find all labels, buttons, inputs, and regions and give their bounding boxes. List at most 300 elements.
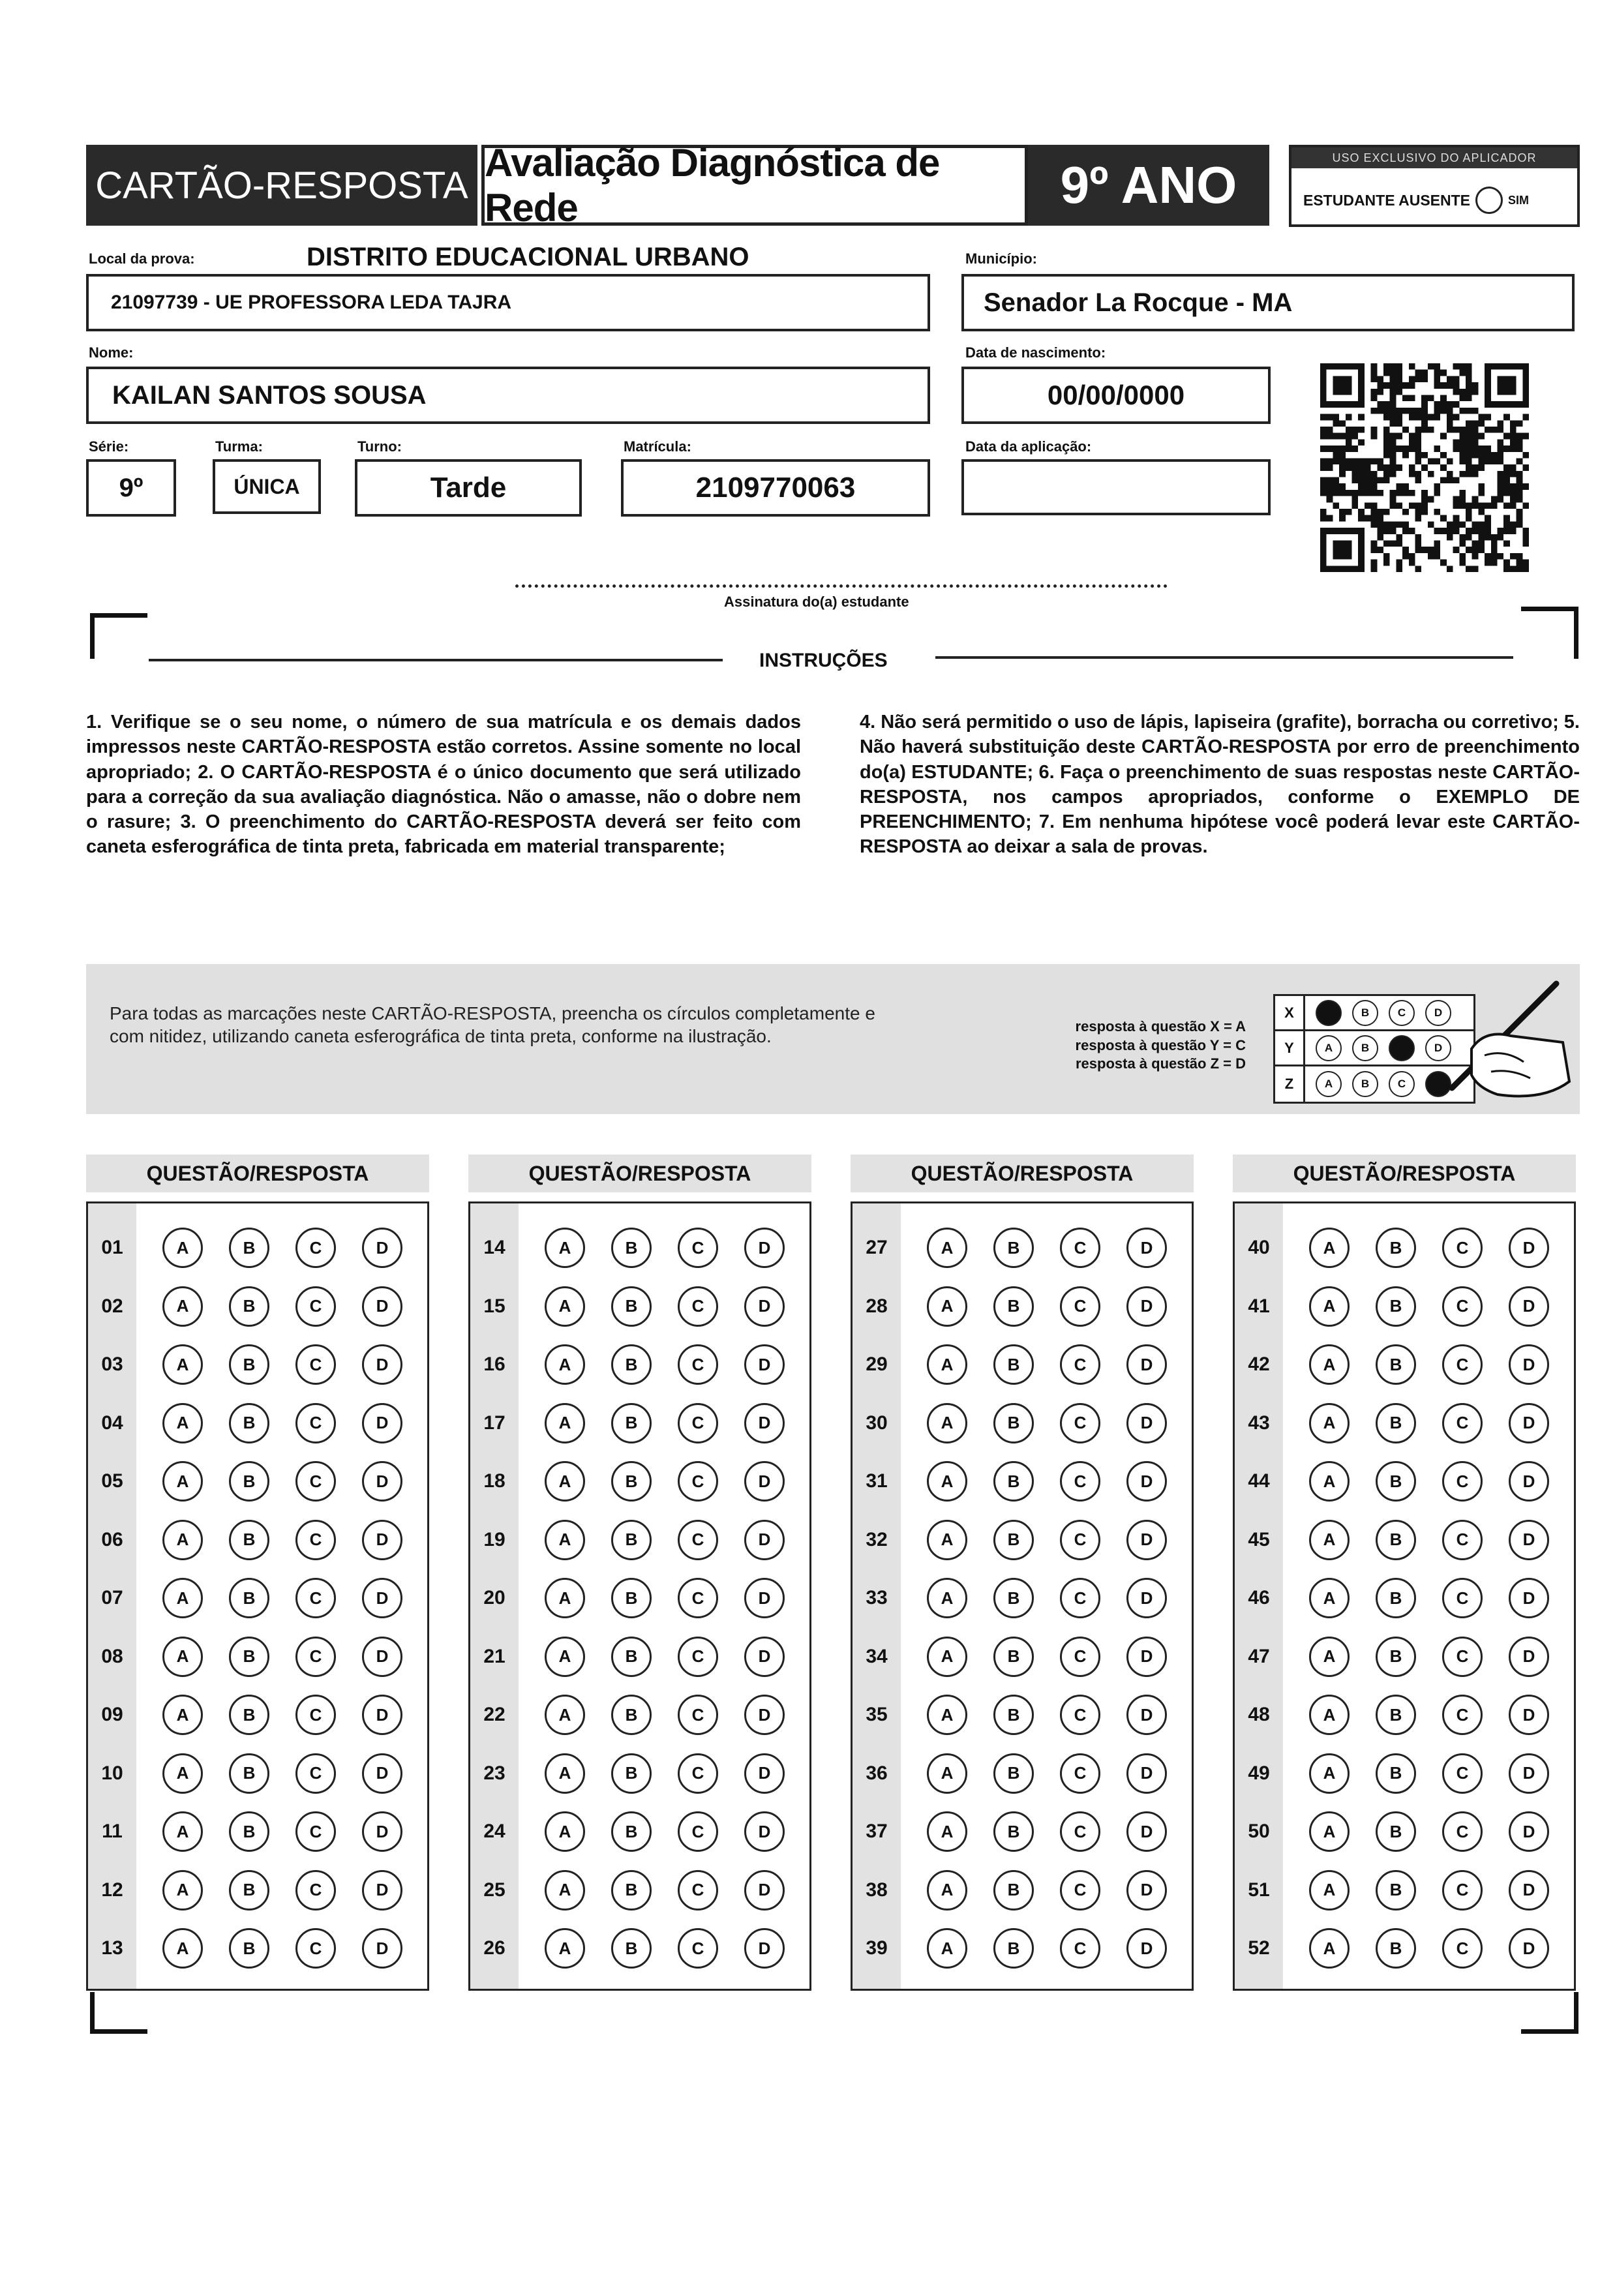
question-row xyxy=(88,1862,427,1919)
answer-bubble-a[interactable]: A xyxy=(1309,1228,1350,1268)
question-number: 09 xyxy=(101,1704,123,1725)
answer-bubble-d[interactable]: D xyxy=(1509,1228,1549,1268)
answer-bubble-c[interactable]: C xyxy=(1442,1753,1483,1794)
question-number: 17 xyxy=(483,1412,506,1434)
answer-bubble-a[interactable]: A xyxy=(1309,1811,1350,1852)
question-number: 19 xyxy=(483,1528,506,1550)
answer-bubble-d[interactable]: D xyxy=(1126,1286,1167,1327)
instructions-rule-right xyxy=(935,656,1513,659)
example-legend xyxy=(1027,1018,1246,1074)
answer-bubble-a[interactable]: A xyxy=(162,1578,203,1618)
answer-bubble-d[interactable]: D xyxy=(1509,1870,1549,1911)
answer-bubble-b[interactable]: B xyxy=(611,1637,652,1677)
answer-bubble-b[interactable]: B xyxy=(993,1637,1034,1677)
column-header: QUESTÃO/RESPOSTA xyxy=(468,1155,811,1192)
answer-column xyxy=(1233,1201,1576,1991)
answer-bubble-a[interactable]: A xyxy=(545,1753,585,1794)
example-legend-z: resposta à questão Z = D xyxy=(1075,1055,1246,1072)
answer-bubble-c[interactable]: C xyxy=(678,1461,718,1502)
answer-bubble-a[interactable]: A xyxy=(545,1344,585,1385)
column-header: QUESTÃO/RESPOSTA xyxy=(1233,1155,1576,1192)
answer-bubble-d[interactable]: D xyxy=(1126,1870,1167,1911)
question-row xyxy=(853,1745,1192,1802)
question-row xyxy=(88,1686,427,1744)
answer-bubble-d[interactable]: D xyxy=(1126,1928,1167,1969)
question-row xyxy=(470,1745,809,1802)
question-row xyxy=(853,1686,1192,1744)
question-number: 38 xyxy=(866,1879,888,1901)
answer-bubble-d[interactable]: D xyxy=(362,1695,402,1735)
question-row xyxy=(1235,1803,1574,1860)
answer-bubble-c[interactable]: C xyxy=(1442,1461,1483,1502)
answer-bubble-b[interactable]: B xyxy=(229,1578,269,1618)
answer-bubble-b[interactable]: B xyxy=(229,1461,269,1502)
answer-bubble-a[interactable]: A xyxy=(927,1461,967,1502)
example-bubble-a: A xyxy=(1316,1035,1342,1061)
answer-bubble-b[interactable]: B xyxy=(1376,1461,1416,1502)
question-number: 04 xyxy=(101,1412,123,1434)
absent-row xyxy=(1303,187,1529,214)
answer-bubble-d[interactable]: D xyxy=(362,1811,402,1852)
question-number: 33 xyxy=(866,1587,888,1609)
admin-box xyxy=(1289,145,1580,227)
answer-bubble-a[interactable]: A xyxy=(927,1403,967,1443)
answer-bubble-c[interactable]: C xyxy=(295,1286,336,1327)
answer-bubble-b[interactable]: B xyxy=(611,1403,652,1443)
nome-field: KAILAN SANTOS SOUSA xyxy=(86,367,930,424)
question-number: 27 xyxy=(866,1237,888,1258)
municipio-label: Município: xyxy=(965,250,1037,267)
answer-bubble-a[interactable]: A xyxy=(927,1578,967,1618)
question-number: 37 xyxy=(866,1820,888,1842)
answer-bubble-d[interactable]: D xyxy=(1126,1461,1167,1502)
answer-bubble-a[interactable]: A xyxy=(927,1637,967,1677)
answer-bubble-a[interactable]: A xyxy=(162,1928,203,1969)
example-legend-y: resposta à questão Y = C xyxy=(1075,1036,1246,1053)
answer-bubble-d[interactable]: D xyxy=(362,1520,402,1560)
answer-bubble-c[interactable]: C xyxy=(1442,1344,1483,1385)
answer-bubble-d[interactable]: D xyxy=(1126,1811,1167,1852)
example-row-label: X xyxy=(1275,996,1305,1029)
answer-bubble-a[interactable]: A xyxy=(162,1753,203,1794)
question-row xyxy=(470,1862,809,1919)
answer-bubble-b[interactable]: B xyxy=(229,1811,269,1852)
answer-bubble-d[interactable]: D xyxy=(744,1286,785,1327)
answer-bubble-b[interactable]: B xyxy=(229,1928,269,1969)
answer-bubble-c[interactable]: C xyxy=(1060,1461,1100,1502)
answer-bubble-c[interactable]: C xyxy=(295,1344,336,1385)
answer-bubble-d[interactable]: D xyxy=(1509,1286,1549,1327)
answer-bubble-d[interactable]: D xyxy=(1509,1695,1549,1735)
answer-bubble-c[interactable]: C xyxy=(678,1344,718,1385)
answer-bubble-b[interactable]: B xyxy=(993,1228,1034,1268)
answer-bubble-a[interactable]: A xyxy=(1309,1344,1350,1385)
answer-bubble-d[interactable]: D xyxy=(744,1811,785,1852)
example-bubble-a: A xyxy=(1316,1000,1342,1026)
answer-bubble-d[interactable]: D xyxy=(1126,1578,1167,1618)
answer-bubble-b[interactable]: B xyxy=(1376,1811,1416,1852)
answer-bubble-c[interactable]: C xyxy=(1442,1811,1483,1852)
question-row xyxy=(1235,1219,1574,1276)
answer-bubble-c[interactable]: C xyxy=(678,1286,718,1327)
answer-bubble-d[interactable]: D xyxy=(744,1928,785,1969)
answer-bubble-c[interactable]: C xyxy=(295,1228,336,1268)
answer-bubble-b[interactable]: B xyxy=(229,1695,269,1735)
answer-bubble-d[interactable]: D xyxy=(362,1578,402,1618)
answer-bubble-b[interactable]: B xyxy=(611,1228,652,1268)
answer-bubble-c[interactable]: C xyxy=(1442,1403,1483,1443)
answer-bubble-a[interactable]: A xyxy=(545,1928,585,1969)
answer-bubble-d[interactable]: D xyxy=(1509,1928,1549,1969)
answer-bubble-d[interactable]: D xyxy=(1126,1695,1167,1735)
example-row xyxy=(1275,1031,1473,1066)
answer-bubble-d[interactable]: D xyxy=(744,1578,785,1618)
example-bubble-a: A xyxy=(1316,1071,1342,1097)
qr-code xyxy=(1320,360,1529,575)
answer-bubble-a[interactable]: A xyxy=(927,1286,967,1327)
answer-bubble-a[interactable]: A xyxy=(1309,1461,1350,1502)
answer-bubble-d[interactable]: D xyxy=(744,1637,785,1677)
answer-bubble-d[interactable]: D xyxy=(362,1870,402,1911)
answer-bubble-c[interactable]: C xyxy=(1060,1637,1100,1677)
answer-bubble-a[interactable]: A xyxy=(1309,1578,1350,1618)
answer-bubble-d[interactable]: D xyxy=(1126,1344,1167,1385)
answer-bubble-d[interactable]: D xyxy=(744,1461,785,1502)
answer-bubble-c[interactable]: C xyxy=(678,1753,718,1794)
answer-bubble-a[interactable]: A xyxy=(545,1578,585,1618)
answer-bubble-d[interactable]: D xyxy=(1126,1403,1167,1443)
answer-bubble-b[interactable]: B xyxy=(993,1928,1034,1969)
answer-bubble-b[interactable]: B xyxy=(1376,1228,1416,1268)
question-row xyxy=(470,1920,809,1977)
question-row xyxy=(88,1628,427,1685)
answer-bubble-b[interactable]: B xyxy=(1376,1695,1416,1735)
answer-bubble-c[interactable]: C xyxy=(295,1870,336,1911)
answer-bubble-c[interactable]: C xyxy=(678,1695,718,1735)
answer-bubble-a[interactable]: A xyxy=(545,1520,585,1560)
serie-field: 9º xyxy=(86,459,176,517)
answer-bubble-c[interactable]: C xyxy=(1060,1344,1100,1385)
answer-bubble-d[interactable]: D xyxy=(1509,1637,1549,1677)
answer-bubble-b[interactable]: B xyxy=(1376,1928,1416,1969)
example-bubble-c: C xyxy=(1389,1071,1415,1097)
answer-bubble-d[interactable]: D xyxy=(744,1344,785,1385)
answer-bubble-d[interactable]: D xyxy=(1509,1753,1549,1794)
answer-bubble-a[interactable]: A xyxy=(1309,1870,1350,1911)
question-number: 47 xyxy=(1248,1645,1270,1667)
question-row xyxy=(470,1803,809,1860)
answer-bubble-b[interactable]: B xyxy=(229,1870,269,1911)
answer-bubble-b[interactable]: B xyxy=(993,1753,1034,1794)
answer-bubble-b[interactable]: B xyxy=(993,1578,1034,1618)
answer-bubble-c[interactable]: C xyxy=(1060,1695,1100,1735)
answer-bubble-d[interactable]: D xyxy=(1509,1403,1549,1443)
question-number: 05 xyxy=(101,1470,123,1492)
question-number: 12 xyxy=(101,1879,123,1901)
answer-bubble-a[interactable]: A xyxy=(545,1637,585,1677)
answer-bubble-b[interactable]: B xyxy=(1376,1286,1416,1327)
answer-bubble-d[interactable]: D xyxy=(362,1228,402,1268)
answer-bubble-b[interactable]: B xyxy=(1376,1520,1416,1560)
answer-bubble-b[interactable]: B xyxy=(229,1520,269,1560)
answer-bubble-b[interactable]: B xyxy=(993,1461,1034,1502)
answer-bubble-b[interactable]: B xyxy=(1376,1344,1416,1385)
answer-column xyxy=(86,1201,429,1991)
answer-bubble-b[interactable]: B xyxy=(993,1344,1034,1385)
example-text: Para todas as marcações neste CARTÃO-RESPOSTA, preencha os círculos completamente e com nitidez, utilizando caneta esferográfica de tinta preta, conforme na ilustração. xyxy=(110,1003,875,1046)
aplicacao-field[interactable] xyxy=(961,459,1271,515)
question-row xyxy=(1235,1686,1574,1744)
answer-bubble-b[interactable]: B xyxy=(611,1695,652,1735)
question-row xyxy=(853,1395,1192,1452)
answer-bubble-c[interactable]: C xyxy=(295,1928,336,1969)
answer-bubble-a[interactable]: A xyxy=(1309,1637,1350,1677)
grade-label: 9º ANO xyxy=(1028,145,1269,226)
answer-bubble-d[interactable]: D xyxy=(362,1928,402,1969)
answer-bubble-b[interactable]: B xyxy=(229,1344,269,1385)
matricula-label: Matrícula: xyxy=(624,438,691,455)
answer-bubble-b[interactable]: B xyxy=(993,1870,1034,1911)
answer-bubble-c[interactable]: C xyxy=(1442,1928,1483,1969)
answer-bubble-d[interactable]: D xyxy=(744,1753,785,1794)
question-row xyxy=(853,1569,1192,1627)
answer-bubble-c[interactable]: C xyxy=(295,1578,336,1618)
answer-bubble-b[interactable]: B xyxy=(611,1578,652,1618)
answer-bubble-d[interactable]: D xyxy=(1126,1228,1167,1268)
answer-bubble-a[interactable]: A xyxy=(1309,1695,1350,1735)
answer-bubble-c[interactable]: C xyxy=(295,1461,336,1502)
answer-bubble-d[interactable]: D xyxy=(362,1461,402,1502)
answer-bubble-a[interactable]: A xyxy=(162,1286,203,1327)
question-row xyxy=(88,1745,427,1802)
answer-bubble-a[interactable]: A xyxy=(927,1695,967,1735)
question-number: 51 xyxy=(1248,1879,1270,1901)
answer-bubble-b[interactable]: B xyxy=(611,1811,652,1852)
answer-bubble-c[interactable]: C xyxy=(1060,1520,1100,1560)
answer-bubble-c[interactable]: C xyxy=(1060,1753,1100,1794)
question-number: 48 xyxy=(1248,1704,1270,1725)
answer-bubble-c[interactable]: C xyxy=(1442,1695,1483,1735)
answer-bubble-a[interactable]: A xyxy=(927,1228,967,1268)
answer-bubble-a[interactable]: A xyxy=(162,1695,203,1735)
answer-bubble-c[interactable]: C xyxy=(295,1811,336,1852)
question-number: 43 xyxy=(1248,1412,1270,1434)
answer-bubble-d[interactable]: D xyxy=(362,1344,402,1385)
answer-bubble-c[interactable]: C xyxy=(1442,1870,1483,1911)
answer-bubble-b[interactable]: B xyxy=(229,1403,269,1443)
answer-bubble-c[interactable]: C xyxy=(1442,1578,1483,1618)
question-row xyxy=(88,1453,427,1510)
question-row xyxy=(853,1278,1192,1335)
question-number: 13 xyxy=(101,1937,123,1959)
turno-field: Tarde xyxy=(355,459,582,517)
answer-bubble-c[interactable]: C xyxy=(1060,1403,1100,1443)
answer-bubble-b[interactable]: B xyxy=(611,1520,652,1560)
answer-bubble-d[interactable]: D xyxy=(1509,1811,1549,1852)
answer-bubble-d[interactable]: D xyxy=(362,1286,402,1327)
answer-bubble-a[interactable]: A xyxy=(162,1228,203,1268)
answer-bubble-c[interactable]: C xyxy=(678,1928,718,1969)
answer-bubble-a[interactable]: A xyxy=(545,1461,585,1502)
question-number: 36 xyxy=(866,1762,888,1784)
answer-bubble-d[interactable]: D xyxy=(1509,1344,1549,1385)
answer-bubble-b[interactable]: B xyxy=(611,1286,652,1327)
answer-bubble-c[interactable]: C xyxy=(1060,1286,1100,1327)
question-number: 24 xyxy=(483,1820,506,1842)
answer-bubble-b[interactable]: B xyxy=(993,1695,1034,1735)
question-number: 23 xyxy=(483,1762,506,1784)
answer-bubble-d[interactable]: D xyxy=(744,1870,785,1911)
answer-bubble-a[interactable]: A xyxy=(162,1344,203,1385)
answer-bubble-d[interactable]: D xyxy=(1509,1461,1549,1502)
answer-bubble-b[interactable]: B xyxy=(611,1870,652,1911)
answer-bubble-b[interactable]: B xyxy=(993,1520,1034,1560)
answer-bubble-a[interactable]: A xyxy=(927,1870,967,1911)
answer-bubble-c[interactable]: C xyxy=(678,1578,718,1618)
answer-bubble-a[interactable]: A xyxy=(545,1695,585,1735)
answer-bubble-a[interactable]: A xyxy=(162,1637,203,1677)
answer-bubble-d[interactable]: D xyxy=(744,1228,785,1268)
answer-bubble-b[interactable]: B xyxy=(1376,1403,1416,1443)
example-bubble-b: B xyxy=(1352,1035,1378,1061)
answer-bubble-c[interactable]: C xyxy=(295,1403,336,1443)
answer-bubble-d[interactable]: D xyxy=(1126,1753,1167,1794)
school-field: 21097739 - UE PROFESSORA LEDA TAJRA xyxy=(86,274,930,331)
answer-bubble-b[interactable]: B xyxy=(611,1461,652,1502)
answer-bubble-d[interactable]: D xyxy=(744,1403,785,1443)
question-row xyxy=(470,1511,809,1569)
answer-bubble-a[interactable]: A xyxy=(927,1753,967,1794)
answer-bubble-d[interactable]: D xyxy=(1509,1520,1549,1560)
question-row xyxy=(1235,1278,1574,1335)
answer-bubble-a[interactable]: A xyxy=(1309,1753,1350,1794)
absent-bubble[interactable] xyxy=(1475,187,1503,214)
answer-bubble-b[interactable]: B xyxy=(611,1753,652,1794)
answer-bubble-a[interactable]: A xyxy=(162,1870,203,1911)
question-number: 02 xyxy=(101,1295,123,1317)
corner-mark-bottom-left xyxy=(90,1992,147,2034)
answer-bubble-c[interactable]: C xyxy=(678,1870,718,1911)
answer-bubble-b[interactable]: B xyxy=(993,1286,1034,1327)
answer-bubble-b[interactable]: B xyxy=(611,1928,652,1969)
answer-bubble-c[interactable]: C xyxy=(1060,1928,1100,1969)
question-number: 08 xyxy=(101,1645,123,1667)
answer-bubble-d[interactable]: D xyxy=(1126,1520,1167,1560)
answer-bubble-d[interactable]: D xyxy=(744,1695,785,1735)
answer-bubble-a[interactable]: A xyxy=(1309,1520,1350,1560)
answer-bubble-b[interactable]: B xyxy=(611,1344,652,1385)
answer-bubble-a[interactable]: A xyxy=(1309,1928,1350,1969)
answer-bubble-b[interactable]: B xyxy=(229,1228,269,1268)
question-row xyxy=(853,1219,1192,1276)
answer-bubble-b[interactable]: B xyxy=(993,1811,1034,1852)
question-number: 28 xyxy=(866,1295,888,1317)
answer-bubble-a[interactable]: A xyxy=(927,1928,967,1969)
question-number: 45 xyxy=(1248,1528,1270,1550)
answer-bubble-d[interactable]: D xyxy=(1126,1637,1167,1677)
question-number: 03 xyxy=(101,1353,123,1375)
answer-bubble-c[interactable]: C xyxy=(1060,1578,1100,1618)
answer-bubble-a[interactable]: A xyxy=(1309,1403,1350,1443)
answer-bubble-a[interactable]: A xyxy=(162,1520,203,1560)
answer-bubble-b[interactable]: B xyxy=(229,1637,269,1677)
answer-bubble-a[interactable]: A xyxy=(927,1344,967,1385)
answer-bubble-a[interactable]: A xyxy=(545,1403,585,1443)
answer-bubble-d[interactable]: D xyxy=(1509,1578,1549,1618)
nascimento-field: 00/00/0000 xyxy=(961,367,1271,424)
answer-bubble-c[interactable]: C xyxy=(678,1520,718,1560)
answer-bubble-a[interactable]: A xyxy=(162,1811,203,1852)
answer-bubble-c[interactable]: C xyxy=(1060,1228,1100,1268)
question-row xyxy=(470,1336,809,1393)
answer-bubble-b[interactable]: B xyxy=(1376,1753,1416,1794)
question-row xyxy=(470,1395,809,1452)
answer-bubble-d[interactable]: D xyxy=(744,1520,785,1560)
answer-bubble-c[interactable]: C xyxy=(678,1403,718,1443)
instructions-right: 4. Não será permitido o uso de lápis, lapiseira (grafite), borracha ou corretivo; 5. Não haverá substituição deste CARTÃO-RESPOSTA por erro de preenchimento do(a) ESTUDANTE; 6. Faça o preenchimento de suas respostas neste CARTÃO-RESPOSTA, nos campos apropriados, conforme o EXEMPLO DE PREENCHIMENTO; 7. Em nenhuma hipótese você poderá levar este CARTÃO-RESPOSTA ao deixar a sala de provas. xyxy=(860,712,1580,858)
answer-bubble-c[interactable]: C xyxy=(678,1228,718,1268)
answer-bubble-d[interactable]: D xyxy=(362,1637,402,1677)
question-row xyxy=(88,1803,427,1860)
question-number: 07 xyxy=(101,1587,123,1609)
answer-bubble-a[interactable]: A xyxy=(545,1228,585,1268)
answer-bubble-c[interactable]: C xyxy=(1442,1228,1483,1268)
answer-bubble-a[interactable]: A xyxy=(162,1403,203,1443)
signature-label: Assinatura do(a) estudante xyxy=(724,594,909,610)
answer-bubble-b[interactable]: B xyxy=(1376,1637,1416,1677)
answer-bubble-c[interactable]: C xyxy=(1060,1870,1100,1911)
answer-bubble-c[interactable]: C xyxy=(678,1811,718,1852)
example-bubble-c: C xyxy=(1389,1035,1415,1061)
answer-bubble-d[interactable]: D xyxy=(362,1753,402,1794)
answer-bubble-d[interactable]: D xyxy=(362,1403,402,1443)
answer-bubble-a[interactable]: A xyxy=(545,1811,585,1852)
answer-bubble-a[interactable]: A xyxy=(545,1286,585,1327)
answer-bubble-b[interactable]: B xyxy=(1376,1870,1416,1911)
question-number: 14 xyxy=(483,1237,506,1258)
question-number: 35 xyxy=(866,1704,888,1725)
answer-bubble-a[interactable]: A xyxy=(1309,1286,1350,1327)
question-row xyxy=(470,1686,809,1744)
answer-bubble-c[interactable]: C xyxy=(295,1637,336,1677)
answer-bubble-c[interactable]: C xyxy=(1060,1811,1100,1852)
answer-bubble-c[interactable]: C xyxy=(1442,1637,1483,1677)
question-row xyxy=(470,1569,809,1627)
answer-bubble-c[interactable]: C xyxy=(295,1753,336,1794)
answer-bubble-c[interactable]: C xyxy=(295,1695,336,1735)
answer-bubble-b[interactable]: B xyxy=(229,1753,269,1794)
answer-bubble-b[interactable]: B xyxy=(993,1403,1034,1443)
answer-bubble-b[interactable]: B xyxy=(1376,1578,1416,1618)
question-number: 18 xyxy=(483,1470,506,1492)
answer-column xyxy=(851,1201,1194,1991)
question-number: 20 xyxy=(483,1587,506,1609)
answer-bubble-a[interactable]: A xyxy=(927,1811,967,1852)
question-number: 40 xyxy=(1248,1237,1270,1258)
answer-bubble-a[interactable]: A xyxy=(545,1870,585,1911)
example-row xyxy=(1275,996,1473,1031)
answer-bubble-c[interactable]: C xyxy=(1442,1286,1483,1327)
question-number: 16 xyxy=(483,1353,506,1375)
answer-bubble-c[interactable]: C xyxy=(1442,1520,1483,1560)
answer-bubble-a[interactable]: A xyxy=(927,1520,967,1560)
answer-bubble-a[interactable]: A xyxy=(162,1461,203,1502)
answer-bubble-c[interactable]: C xyxy=(678,1637,718,1677)
question-number: 30 xyxy=(866,1412,888,1434)
answer-bubble-c[interactable]: C xyxy=(295,1520,336,1560)
example-row xyxy=(1275,1066,1473,1102)
answer-bubble-b[interactable]: B xyxy=(229,1286,269,1327)
